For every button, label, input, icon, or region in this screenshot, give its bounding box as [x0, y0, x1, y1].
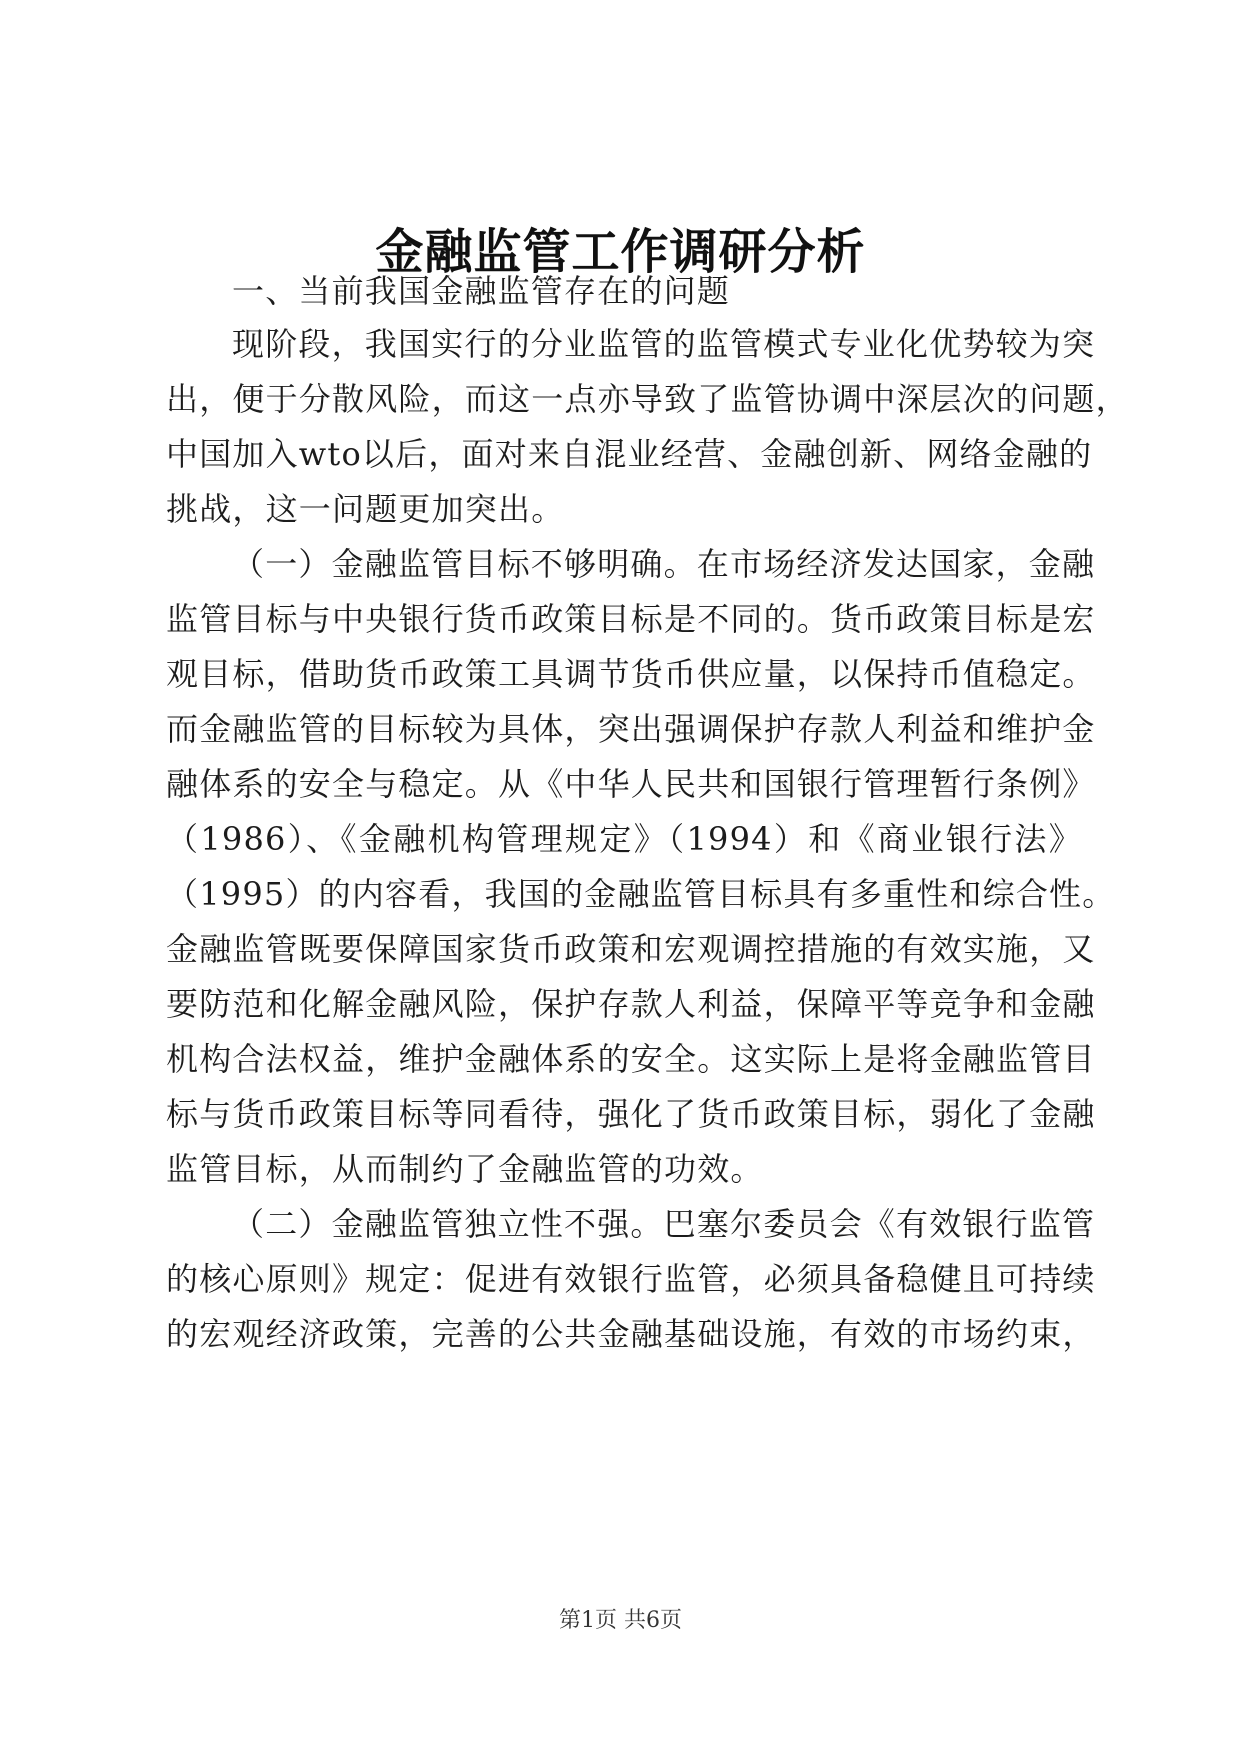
paragraph-2-line: 而金融监管的目标较为具体，突出强调保护存款人利益和维护金 [166, 710, 1096, 748]
paragraph-1-line: 挑战，这一问题更加突出。 [166, 490, 565, 528]
paragraph-1-line: 出，便于分散风险，而这一点亦导致了监管协调中深层次的问题， [166, 380, 1129, 418]
paragraph-1-line: 现阶段，我国实行的分业监管的监管模式专业化优势较为突 [232, 325, 1096, 363]
paragraph-2-line: 融体系的安全与稳定。从《中华人民共和国银行管理暂行条例》 [166, 765, 1096, 803]
paragraph-2-line: 监管目标，从而制约了金融监管的功效。 [166, 1150, 764, 1188]
paragraph-1-line: 中国加入wto以后，面对来自混业经营、金融创新、网络金融的 [166, 435, 1093, 473]
paragraph-2-line: （1995）的内容看，我国的金融监管目标具有多重性和综合性。 [166, 875, 1116, 913]
paragraph-3-line: 的核心原则》规定：促进有效银行监管，必须具备稳健且可持续 [166, 1260, 1096, 1298]
paragraph-3-line: （二）金融监管独立性不强。巴塞尔委员会《有效银行监管 [232, 1205, 1096, 1243]
paragraph-2-line: 观目标，借助货币政策工具调节货币供应量，以保持币值稳定。 [166, 655, 1096, 693]
paragraph-2-line: 金融监管既要保障国家货币政策和宏观调控措施的有效实施，又 [166, 930, 1096, 968]
section-heading: 一、当前我国金融监管存在的问题 [232, 272, 731, 310]
page-footer: 第1页 共6页 [559, 1608, 682, 1633]
paragraph-2-line: 标与货币政策目标等同看待，强化了货币政策目标，弱化了金融 [166, 1095, 1096, 1133]
paragraph-2-line: 要防范和化解金融风险，保护存款人利益，保障平等竞争和金融 [166, 985, 1096, 1023]
paragraph-2-line: （1986）、《金融机构管理规定》（1994）和《商业银行法》 [166, 820, 1082, 858]
paragraph-3-line: 的宏观经济政策，完善的公共金融基础设施，有效的市场约束， [166, 1315, 1096, 1353]
document-title: 金融监管工作调研分析 [375, 224, 866, 280]
paragraph-2-line: 监管目标与中央银行货币政策目标是不同的。货币政策目标是宏 [166, 600, 1096, 638]
paragraph-2-line: 机构合法权益，维护金融体系的安全。这实际上是将金融监管目 [166, 1040, 1096, 1078]
paragraph-2-line: （一）金融监管目标不够明确。在市场经济发达国家，金融 [232, 545, 1096, 583]
